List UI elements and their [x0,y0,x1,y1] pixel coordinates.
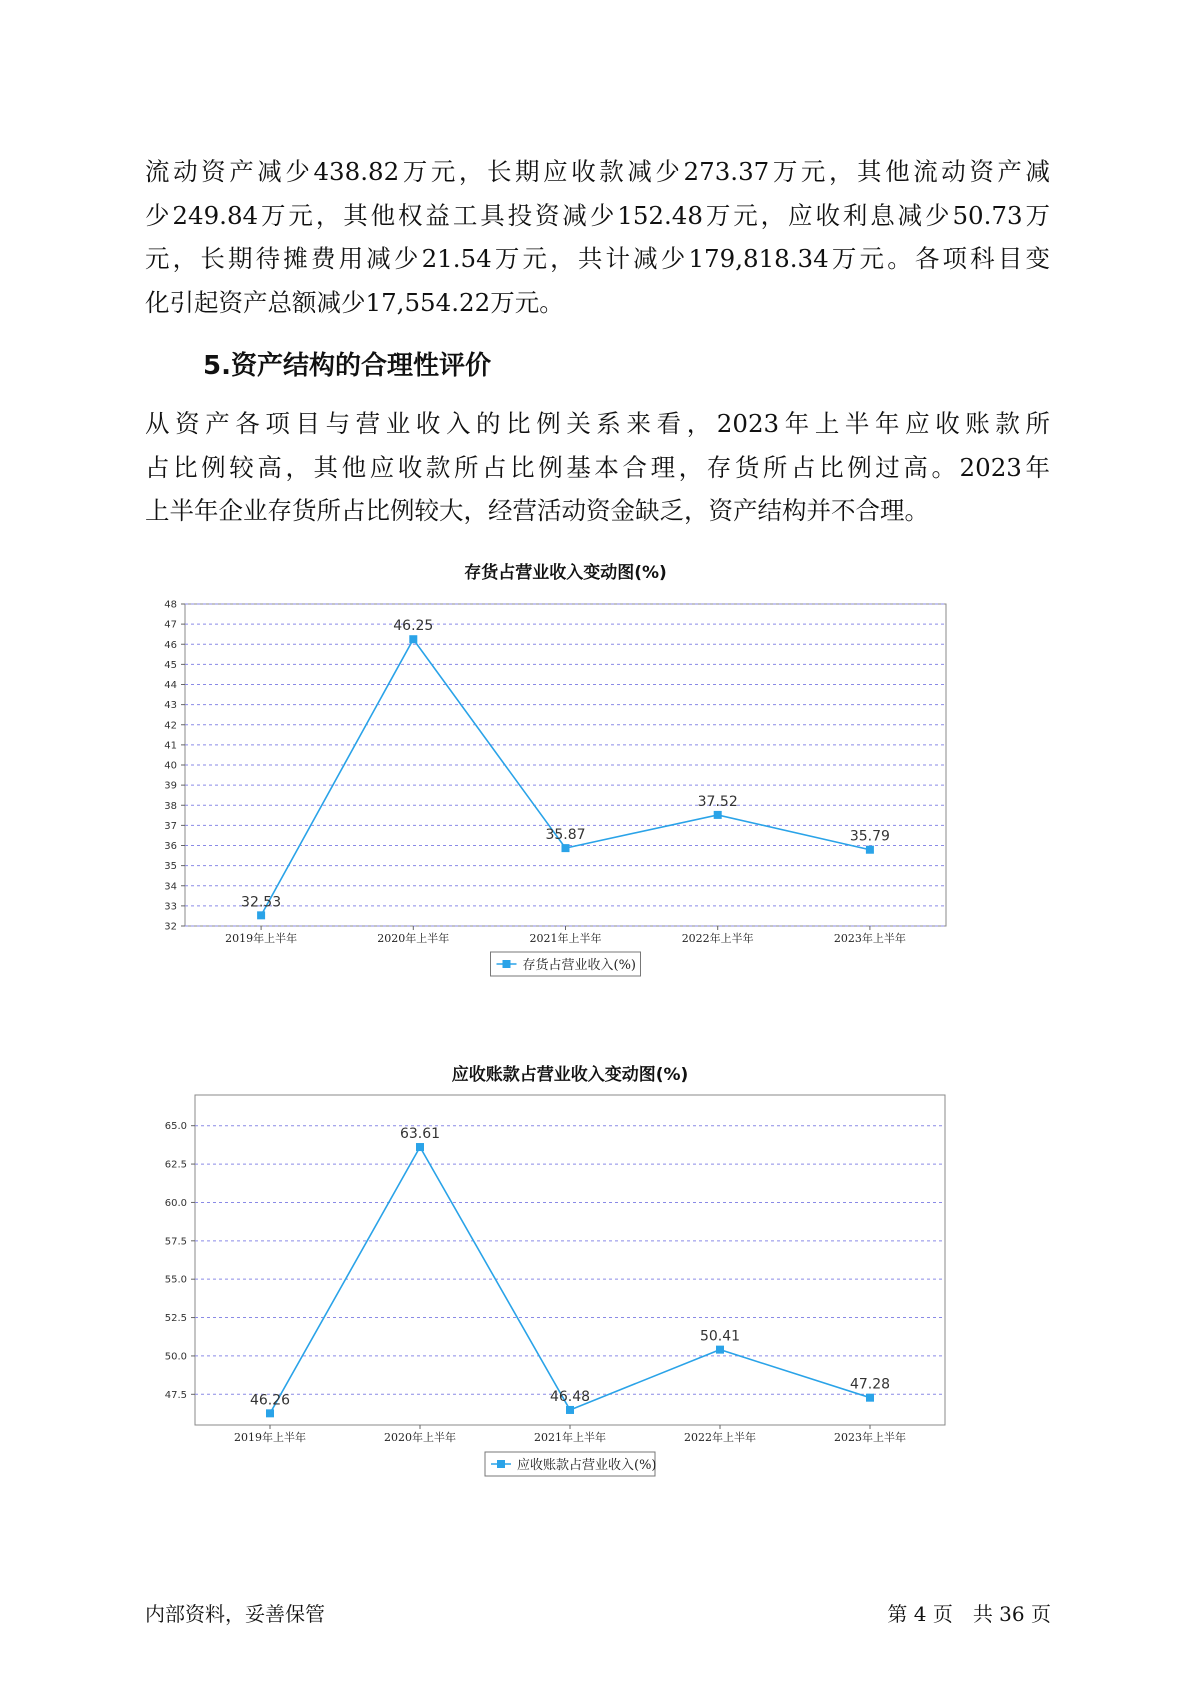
paragraph-line: 从资产各项目与营业收入的比例关系来看，2023年上半年应收账款所 [145,409,1050,438]
data-label: 50.41 [699,1328,741,1345]
y-tick-label: 40 [164,760,177,772]
plot-area [195,1095,945,1425]
data-label: 32.53 [241,894,282,911]
x-tick-label: 2019年上半年 [234,1431,306,1444]
y-tick-label: 45 [164,659,177,671]
data-point [866,1394,874,1402]
data-label: 35.87 [545,827,586,844]
data-point [257,911,265,919]
y-tick-label: 62.5 [164,1159,187,1171]
y-tick-label: 41 [164,740,177,752]
inventory-ratio-chart [150,560,1050,1010]
paragraph-line: 流动资产减少438.82万元，长期应收款减少273.37万元，其他流动资产减 [145,157,1050,186]
inventory-ratio-chart-svg [150,560,1050,1010]
footer-confidential-note: 内部资料，妥善保管 [145,1602,325,1626]
section-heading: 5.资产结构的合理性评价 [203,351,491,381]
chart-title: 存货占营业收入变动图(%) [464,563,667,583]
y-tick-label: 39 [164,780,177,792]
data-point [266,1409,274,1417]
x-tick-label: 2023年上半年 [834,1431,906,1444]
chart-title: 应收账款占营业收入变动图(%) [451,1065,689,1085]
data-point [562,844,570,852]
x-tick-label: 2023年上半年 [833,932,906,945]
legend-label: 应收账款占营业收入(%) [517,1458,657,1473]
legend-marker [503,960,511,968]
paragraph-line: 元，长期待摊费用减少21.54万元，共计减少179,818.34万元。各项科目变 [145,244,1050,273]
receivables-ratio-chart-svg [150,1060,1050,1530]
legend-label: 存货占营业收入(%) [522,958,636,973]
x-tick-label: 2020年上半年 [377,932,450,945]
y-tick-label: 44 [164,680,177,691]
y-tick-label: 37 [164,820,177,832]
x-tick-label: 2019年上半年 [225,932,298,945]
receivables-ratio-chart [150,1060,1050,1530]
y-tick-label: 43 [164,700,177,712]
data-label: 46.26 [249,1392,291,1409]
data-label: 35.79 [849,828,890,845]
paragraph-line: 少249.84万元，其他权益工具投资减少152.48万元，应收利息减少50.73万 [145,200,1050,230]
y-tick-label: 42 [164,720,177,732]
legend-marker [497,1460,505,1468]
x-tick-label: 2020年上半年 [384,1431,456,1444]
y-tick-label: 38 [164,800,177,812]
y-tick-label: 48 [164,599,177,611]
x-tick-label: 2021年上半年 [529,932,602,945]
y-tick-label: 60.0 [164,1197,187,1209]
paragraph-structure-evaluation [145,402,1050,533]
data-label: 37.52 [697,793,738,810]
y-tick-label: 47 [164,619,177,631]
y-tick-label: 55.0 [164,1274,187,1286]
paragraph-line: 占比例较高，其他应收款所占比例基本合理，存货所占比例过高。2023年 [145,452,1050,482]
y-tick-label: 32 [164,921,177,933]
data-point [566,1406,574,1414]
y-tick-label: 33 [164,901,177,913]
y-tick-label: 65.0 [164,1121,187,1133]
x-tick-label: 2022年上半年 [681,932,754,945]
data-label: 46.25 [393,618,434,635]
y-tick-label: 50.0 [164,1351,187,1363]
y-tick-label: 34 [164,881,177,893]
data-point [416,1143,424,1151]
y-tick-label: 46 [164,639,177,651]
y-tick-label: 47.5 [164,1389,187,1401]
x-tick-label: 2021年上半年 [534,1431,606,1444]
paragraph-line: 化引起资产总额减少17,554.22万元。 [145,287,564,317]
paragraph-line: 上半年企业存货所占比例较大，经营活动资金缺乏，资产结构并不合理。 [145,496,929,525]
data-label: 63.61 [399,1126,441,1143]
y-tick-label: 52.5 [164,1313,187,1325]
y-tick-label: 57.5 [164,1236,187,1248]
data-label: 46.48 [549,1388,591,1405]
y-tick-label: 36 [164,841,177,852]
data-point [409,635,417,643]
data-label: 47.28 [849,1376,891,1393]
data-point [716,1346,724,1354]
y-tick-label: 35 [164,861,177,873]
footer-page-number: 第 4 页 共 36 页 [887,1602,1051,1626]
paragraph-asset-changes [145,150,1050,324]
data-point [714,811,722,819]
data-point [866,846,874,854]
x-tick-label: 2022年上半年 [684,1431,756,1444]
